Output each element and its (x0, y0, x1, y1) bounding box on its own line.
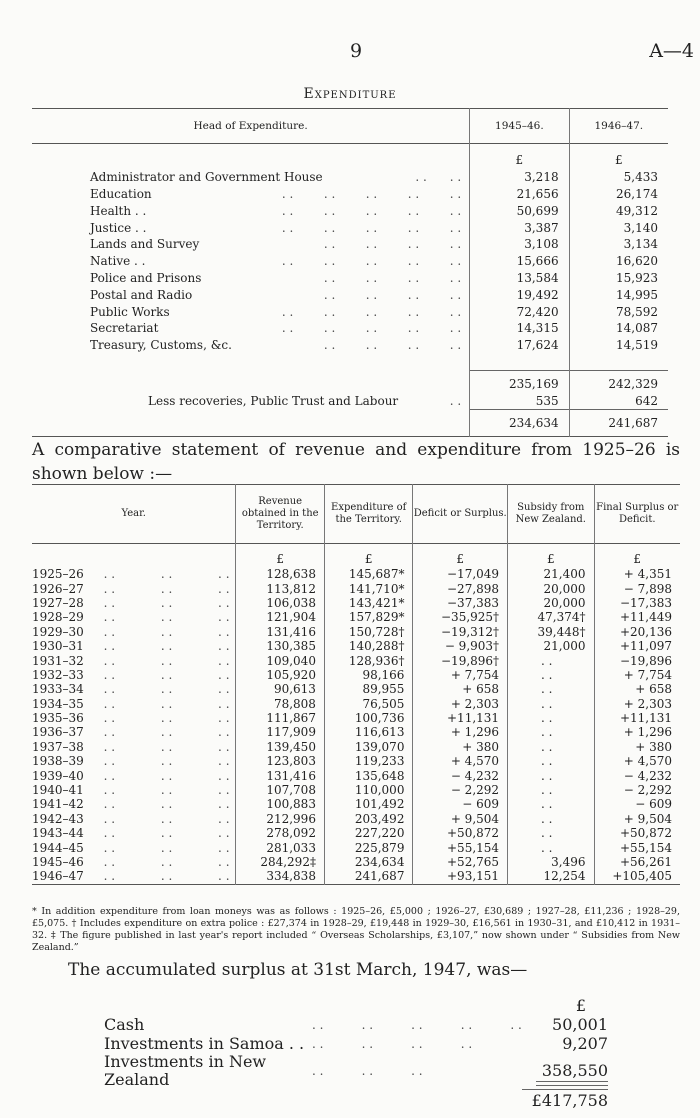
leader-dots: . . . . . . (99, 797, 230, 812)
expenditure-net-row (32, 409, 668, 436)
surplus-row (104, 1053, 608, 1089)
comparative-header-row (32, 485, 680, 544)
currency-symbol: £ (575, 995, 586, 1015)
leader-dots: . . (449, 393, 462, 408)
deficit-cell: − 2,292 (413, 783, 508, 797)
year-cell: 1929–30 (32, 624, 84, 639)
leader-dots: . . . . . . (99, 581, 230, 596)
year-cell: 1941–42 (32, 797, 84, 812)
value-1945-46: 72,420 (470, 303, 569, 320)
expenditure-row (32, 270, 668, 287)
comparative-row (32, 568, 680, 582)
deficit-cell: + 380 (413, 740, 508, 754)
surplus-label: Cash (104, 1014, 145, 1034)
comparative-row (32, 596, 680, 610)
final-cell: +105,405 (594, 870, 680, 885)
currency-symbol: £ (470, 144, 569, 169)
year-cell: 1932–33 (32, 667, 84, 682)
leader-dots: . . . . . . (99, 595, 230, 610)
expenditure-cell: 119,233 (324, 755, 413, 769)
deficit-cell: +11,131 (413, 711, 508, 725)
year-cell: 1927–28 (32, 595, 84, 610)
leader-dots: . . . . . . . . (312, 1036, 473, 1051)
expenditure-row (32, 202, 668, 219)
expenditure-head: Lands and Survey (90, 237, 200, 252)
leader-dots: . . . . . . (99, 840, 230, 855)
year-cell: 1936–37 (32, 725, 84, 740)
year-cell: 1943–44 (32, 826, 84, 841)
value-1945-46: 13,584 (470, 270, 569, 287)
expenditure-head: Public Works (90, 304, 170, 319)
net-1946-47: 241,687 (569, 409, 668, 436)
surplus-total: £417,758 (522, 1089, 608, 1111)
value-1945-46: 14,315 (470, 320, 569, 337)
revenue-cell: 281,033 (236, 841, 325, 855)
surplus-title: The accumulated surplus at 31st March, 1947, was— (68, 960, 528, 980)
deficit-cell: + 658 (413, 683, 508, 697)
value-1946-47: 78,592 (569, 303, 668, 320)
deficit-header: Deficit or Surplus. (413, 485, 508, 544)
comparative-row (32, 654, 680, 668)
expenditure-head: Justice . . (90, 220, 147, 235)
value-1945-46: 3,108 (470, 236, 569, 253)
subsidy-cell: . . (508, 769, 594, 783)
subsidy-cell: . . (508, 841, 594, 855)
surplus-table (104, 996, 608, 1111)
final-cell: −17,383 (594, 596, 680, 610)
expenditure-cell: 203,492 (324, 812, 413, 826)
comparative-row (32, 827, 680, 841)
year-1946-47-header: 1946–47. (569, 109, 668, 144)
subsidy-cell: . . (508, 783, 594, 797)
deficit-cell: + 1,296 (413, 726, 508, 740)
year-cell: 1937–38 (32, 739, 84, 754)
leader-dots: . . . . . . (99, 783, 230, 798)
leader-dots: . . . . . . . . . . (281, 186, 462, 201)
subsidy-cell: . . (508, 711, 594, 725)
value-1946-47: 3,134 (569, 236, 668, 253)
comparative-row (32, 611, 680, 625)
comparative-row (32, 783, 680, 797)
value-1946-47: 5,433 (569, 169, 668, 186)
comparative-row (32, 870, 680, 885)
leader-dots: . . . . . . (99, 711, 230, 726)
year-cell: 1940–41 (32, 783, 84, 798)
subsidy-cell: 20,000 (508, 582, 594, 596)
revenue-cell: 334,838 (236, 870, 325, 885)
expenditure-cell: 234,634 (324, 855, 413, 869)
leader-dots: . . . . . . (99, 754, 230, 769)
subsidy-cell: . . (508, 798, 594, 812)
final-cell: +11,131 (594, 711, 680, 725)
expenditure-header-row (32, 109, 668, 144)
leader-dots: . . . . . . (99, 855, 230, 869)
revenue-cell: 105,920 (236, 668, 325, 682)
subsidy-header: Subsidy from New Zealand. (508, 485, 594, 544)
year-cell: 1942–43 (32, 811, 84, 826)
year-cell: 1931–32 (32, 653, 84, 668)
final-cell: +55,154 (594, 841, 680, 855)
currency-row (32, 544, 680, 568)
expenditure-row (32, 303, 668, 320)
subsidy-cell: . . (508, 827, 594, 841)
expenditure-cell: 76,505 (324, 697, 413, 711)
comparative-row (32, 697, 680, 711)
final-cell: +56,261 (594, 855, 680, 869)
final-cell: + 9,504 (594, 812, 680, 826)
leader-dots: . . . . . . (99, 610, 230, 625)
deficit-cell: +93,151 (413, 870, 508, 885)
expenditure-cell: 141,710* (324, 582, 413, 596)
leader-dots: . . . . . . (312, 1064, 423, 1078)
leader-dots: . . . . . . . . . . (281, 321, 462, 336)
final-cell: − 4,232 (594, 769, 680, 783)
deficit-cell: − 609 (413, 798, 508, 812)
currency-symbol: £ (569, 144, 668, 169)
footnote: * In addition expenditure from loan moneys was as follows : 1925–26, £5,000 ; 1926–27, £30,689 ; 1927–28, £11,236 ; 1928–29, £5,075. † Includes expenditure on extra police : £27,374 in 1928–29, £19,448 in 1929–30, £16,561 in 1930–31, and £10,412 in 1931–32. ‡ The figure published in last year's report included “ Overseas Scholarships, £3,107,” now shown under “ Subsidies from New Zealand.” (32, 906, 680, 953)
revenue-cell: 121,904 (236, 611, 325, 625)
surplus-value: 358,550 (541, 1060, 608, 1080)
subsidy-cell: . . (508, 683, 594, 697)
total-1946-47: 242,329 (569, 371, 668, 392)
comparative-row (32, 755, 680, 769)
final-cell: + 4,351 (594, 568, 680, 582)
comparative-row (32, 726, 680, 740)
surplus-row (104, 1015, 608, 1034)
subsidy-cell: 12,254 (508, 870, 594, 885)
expenditure-cell: 150,728† (324, 625, 413, 639)
revenue-cell: 123,803 (236, 755, 325, 769)
year-cell: 1935–36 (32, 711, 84, 726)
subsidy-cell: 39,448† (508, 625, 594, 639)
expenditure-cell: 116,613 (324, 726, 413, 740)
subsidy-cell: . . (508, 755, 594, 769)
final-cell: − 2,292 (594, 783, 680, 797)
expenditure-cell: 241,687 (324, 870, 413, 885)
revenue-cell: 278,092 (236, 827, 325, 841)
leader-dots: . . . . . . . . . . (281, 304, 462, 319)
deficit-cell: +55,154 (413, 841, 508, 855)
value-1945-46: 3,218 (470, 169, 569, 186)
final-header: Final Surplus or Deficit. (594, 485, 680, 544)
value-1945-46: 15,666 (470, 253, 569, 270)
comparative-row (32, 639, 680, 653)
intro-paragraph: A comparative statement of revenue and expenditure from 1925–26 is shown below :— (32, 440, 680, 484)
value-1945-46: 21,656 (470, 186, 569, 203)
final-cell: + 2,303 (594, 697, 680, 711)
expenditure-row (32, 337, 668, 354)
leader-dots: . . . . . . (99, 639, 230, 654)
section-title: Expenditure (303, 86, 397, 102)
leader-dots: . . . . (415, 170, 462, 185)
expenditure-row (32, 286, 668, 303)
final-cell: + 380 (594, 740, 680, 754)
value-1945-46: 3,387 (470, 219, 569, 236)
leader-dots: . . . . . . . . . . (281, 203, 462, 218)
year-cell: 1925–26 (32, 567, 84, 582)
deficit-cell: −19,896† (413, 654, 508, 668)
expenditure-cell: 140,288† (324, 639, 413, 653)
deficit-cell: + 7,754 (413, 668, 508, 682)
page-reference: A—4 (649, 40, 694, 62)
value-1946-47: 14,519 (569, 337, 668, 354)
leader-dots: . . . . . . (99, 567, 230, 582)
currency-row (104, 996, 608, 1015)
value-1946-47: 15,923 (569, 270, 668, 287)
deficit-cell: + 4,570 (413, 755, 508, 769)
value-1945-46: 19,492 (470, 286, 569, 303)
subsidy-cell: . . (508, 654, 594, 668)
net-1945-46: 234,634 (470, 409, 569, 436)
value-1946-47: 14,995 (569, 286, 668, 303)
year-cell: 1938–39 (32, 754, 84, 769)
revenue-header: Revenue obtained in the Territory. (236, 485, 325, 544)
final-cell: +50,872 (594, 827, 680, 841)
expenditure-head: Secretariat (90, 321, 159, 336)
expenditure-cell: 101,492 (324, 798, 413, 812)
deficit-cell: −19,312† (413, 625, 508, 639)
surplus-value: 50,001 (552, 1014, 608, 1034)
value-1946-47: 16,620 (569, 253, 668, 270)
comparative-row (32, 711, 680, 725)
revenue-cell: 128,638 (236, 568, 325, 582)
expenditure-cell: 157,829* (324, 611, 413, 625)
year-cell: 1933–34 (32, 682, 84, 697)
expenditure-cell: 145,687* (324, 568, 413, 582)
comparative-row (32, 841, 680, 855)
leader-dots: . . . . . . (99, 696, 230, 711)
value-1946-47: 49,312 (569, 202, 668, 219)
currency-symbol: £ (236, 544, 325, 568)
revenue-cell: 113,812 (236, 582, 325, 596)
value-1945-46: 17,624 (470, 337, 569, 354)
expenditure-head: Education (90, 186, 152, 201)
comparative-table (32, 484, 680, 885)
subsidy-cell: . . (508, 812, 594, 826)
expenditure-row (32, 186, 668, 203)
revenue-cell: 107,708 (236, 783, 325, 797)
revenue-cell: 117,909 (236, 726, 325, 740)
less-recoveries-label: Less recoveries, Public Trust and Labour (148, 393, 399, 408)
year-cell: 1944–45 (32, 840, 84, 855)
revenue-cell: 284,292‡ (236, 855, 325, 869)
leader-dots: . . . . . . . . . . (312, 1017, 522, 1032)
final-cell: +20,136 (594, 625, 680, 639)
year-cell: 1939–40 (32, 768, 84, 783)
deficit-cell: +50,872 (413, 827, 508, 841)
final-cell: +11,449 (594, 611, 680, 625)
leader-dots: . . . . . . (99, 869, 230, 884)
deficit-cell: −35,925† (413, 611, 508, 625)
leader-dots: . . . . . . (99, 624, 230, 639)
expenditure-row (32, 219, 668, 236)
leader-dots: . . . . . . (99, 739, 230, 754)
subsidy-cell: . . (508, 697, 594, 711)
final-cell: − 609 (594, 798, 680, 812)
revenue-cell: 106,038 (236, 596, 325, 610)
revenue-cell: 130,385 (236, 639, 325, 653)
expenditure-header: Expenditure of the Territory. (324, 485, 413, 544)
expenditure-cell: 100,736 (324, 711, 413, 725)
year-header: Year. (121, 508, 146, 519)
expenditure-cell: 110,000 (324, 783, 413, 797)
comparative-row (32, 668, 680, 682)
revenue-cell: 90,613 (236, 683, 325, 697)
expenditure-total-row (32, 371, 668, 392)
expenditure-head: Police and Prisons (90, 270, 202, 285)
expenditure-row (32, 253, 668, 270)
comparative-row (32, 855, 680, 869)
value-1946-47: 14,087 (569, 320, 668, 337)
subsidy-cell: 47,374† (508, 611, 594, 625)
expenditure-row (32, 236, 668, 253)
leader-dots: . . . . . . (99, 725, 230, 740)
expenditure-row (32, 169, 668, 186)
deficit-cell: −17,049 (413, 568, 508, 582)
expenditure-cell: 135,648 (324, 769, 413, 783)
year-cell: 1928–29 (32, 610, 84, 625)
revenue-cell: 131,416 (236, 625, 325, 639)
deficit-cell: −37,383 (413, 596, 508, 610)
comparative-row (32, 625, 680, 639)
value-1946-47: 3,140 (569, 219, 668, 236)
deficit-cell: − 9,903† (413, 639, 508, 653)
expenditure-cell: 143,421* (324, 596, 413, 610)
comparative-row (32, 769, 680, 783)
leader-dots: . . . . . . . . (323, 338, 462, 353)
comparative-row (32, 798, 680, 812)
leader-dots: . . . . . . (99, 811, 230, 826)
revenue-cell: 109,040 (236, 654, 325, 668)
expenditure-head: Administrator and Government House (90, 170, 323, 185)
currency-symbol: £ (324, 544, 413, 568)
deficit-cell: +52,765 (413, 855, 508, 869)
comparative-row (32, 683, 680, 697)
head-of-expenditure-header: Head of Expenditure. (193, 120, 308, 132)
deficit-cell: + 9,504 (413, 812, 508, 826)
expenditure-cell: 225,879 (324, 841, 413, 855)
currency-row (32, 144, 668, 169)
revenue-cell: 78,808 (236, 697, 325, 711)
final-cell: + 7,754 (594, 668, 680, 682)
value-1945-46: 50,699 (470, 202, 569, 219)
less-recoveries-row (32, 392, 668, 409)
revenue-cell: 100,883 (236, 798, 325, 812)
revenue-cell: 131,416 (236, 769, 325, 783)
expenditure-cell: 128,936† (324, 654, 413, 668)
currency-symbol: £ (594, 544, 680, 568)
deficit-cell: + 2,303 (413, 697, 508, 711)
expenditure-head: Treasury, Customs, &c. (90, 338, 232, 353)
surplus-row (104, 1034, 608, 1053)
page-header (0, 40, 700, 64)
currency-symbol: £ (508, 544, 594, 568)
deficit-cell: −27,898 (413, 582, 508, 596)
value-1946-47: 26,174 (569, 186, 668, 203)
surplus-value: 9,207 (562, 1033, 608, 1053)
expenditure-row (32, 320, 668, 337)
expenditure-cell: 89,955 (324, 683, 413, 697)
page-number: 9 (350, 40, 363, 62)
leader-dots: . . . . . . (99, 768, 230, 783)
leader-dots: . . . . . . . . . . (281, 220, 462, 235)
year-1945-46-header: 1945–46. (470, 109, 569, 144)
final-cell: + 4,570 (594, 755, 680, 769)
leader-dots: . . . . . . . . (323, 237, 462, 252)
expenditure-cell: 98,166 (324, 668, 413, 682)
leader-dots: . . . . . . (99, 826, 230, 841)
subsidy-cell: . . (508, 726, 594, 740)
comparative-row (32, 740, 680, 754)
leader-dots: . . . . . . (99, 653, 230, 668)
expenditure-cell: 227,220 (324, 827, 413, 841)
leader-dots: . . . . . . . . . . (281, 254, 462, 269)
subsidy-cell: 21,400 (508, 568, 594, 582)
expenditure-table (32, 108, 668, 437)
revenue-cell: 139,450 (236, 740, 325, 754)
year-cell: 1930–31 (32, 639, 84, 654)
less-1946-47: 642 (569, 392, 668, 409)
total-1945-46: 235,169 (470, 371, 569, 392)
currency-symbol: £ (413, 544, 508, 568)
expenditure-head: Health . . (90, 203, 147, 218)
revenue-cell: 111,867 (236, 711, 325, 725)
final-cell: + 658 (594, 683, 680, 697)
leader-dots: . . . . . . . . (323, 270, 462, 285)
surplus-label: Investments in Samoa . . (104, 1033, 305, 1053)
double-rule (536, 1081, 608, 1086)
expenditure-head: Native . . (90, 254, 146, 269)
subsidy-cell: 3,496 (508, 855, 594, 869)
comparative-row (32, 582, 680, 596)
deficit-cell: − 4,232 (413, 769, 508, 783)
expenditure-cell: 139,070 (324, 740, 413, 754)
year-cell: 1934–35 (32, 696, 84, 711)
leader-dots: . . . . . . (99, 682, 230, 697)
subsidy-cell: . . (508, 740, 594, 754)
leader-dots: . . . . . . . . (323, 287, 462, 302)
leader-dots: . . . . . . (99, 667, 230, 682)
expenditure-head: Postal and Radio (90, 287, 193, 302)
final-cell: +11,097 (594, 639, 680, 653)
subsidy-cell: 20,000 (508, 596, 594, 610)
year-cell: 1946–47 (32, 869, 84, 884)
final-cell: −19,896 (594, 654, 680, 668)
year-cell: 1945–46 (32, 855, 84, 869)
year-cell: 1926–27 (32, 581, 84, 596)
subsidy-cell: . . (508, 668, 594, 682)
final-cell: + 1,296 (594, 726, 680, 740)
surplus-label: Investments in New Zealand (104, 1052, 267, 1089)
comparative-row (32, 812, 680, 826)
revenue-cell: 212,996 (236, 812, 325, 826)
surplus-total-row (104, 1089, 608, 1111)
subsidy-cell: 21,000 (508, 639, 594, 653)
final-cell: − 7,898 (594, 582, 680, 596)
less-1945-46: 535 (470, 392, 569, 409)
